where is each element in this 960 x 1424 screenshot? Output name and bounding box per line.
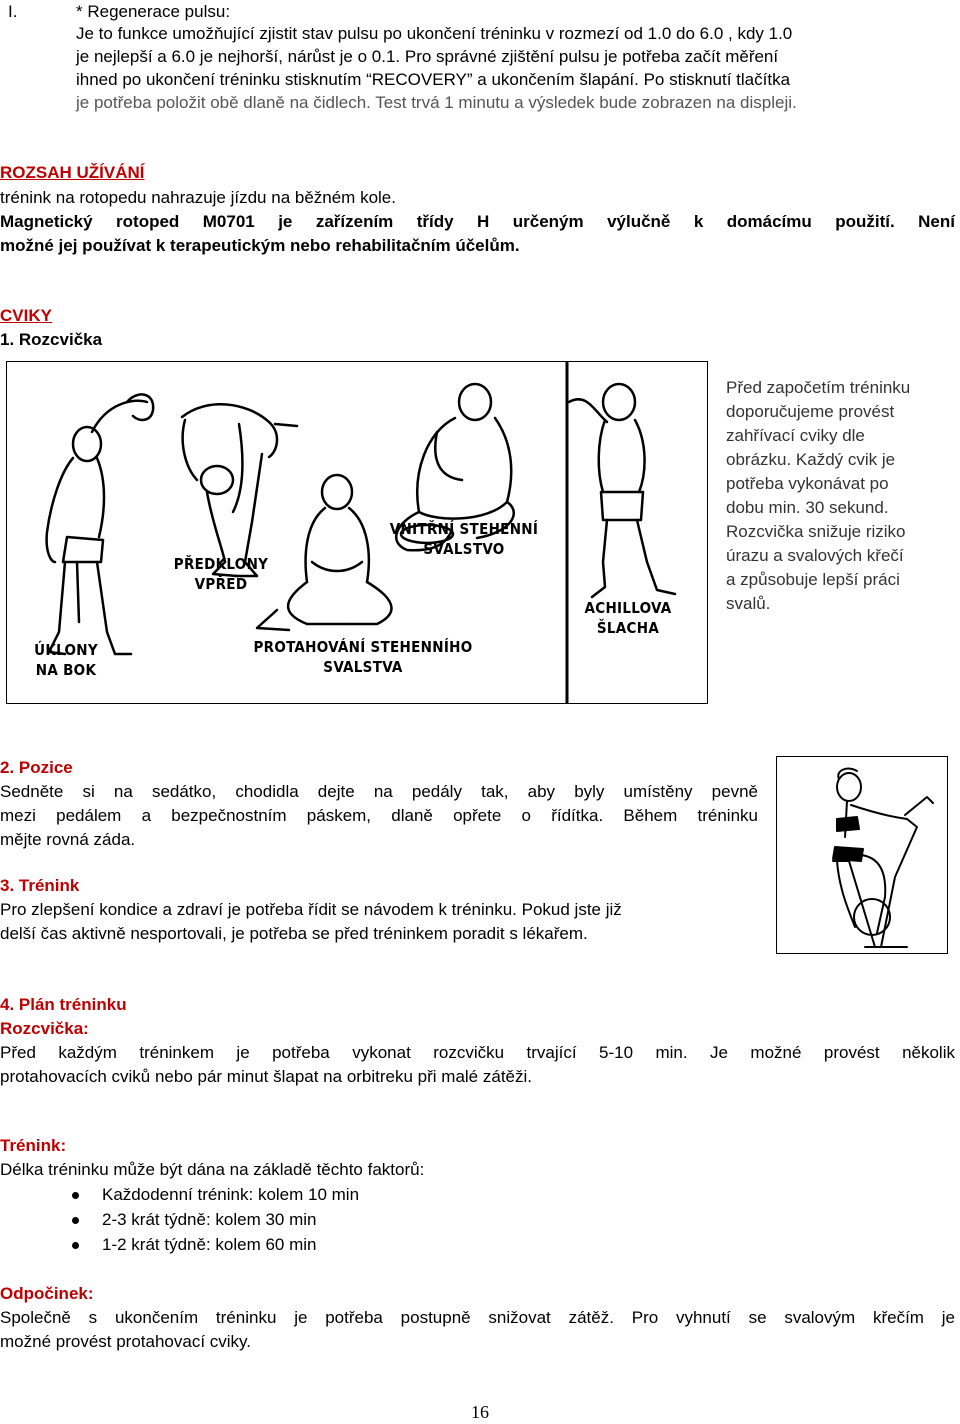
side-text-line: dobu min. 30 sekund.: [726, 498, 889, 517]
forward-bend-figure: [182, 404, 297, 576]
position-title: 2. Pozice: [0, 758, 73, 777]
exercises-heading: CVIKY: [0, 306, 52, 325]
plan-rest-label: Odpočinek:: [0, 1284, 94, 1303]
section-numeral: I.: [8, 2, 18, 21]
side-text-line: svalů.: [726, 594, 771, 613]
caption-line: VPŘED: [194, 575, 248, 593]
bullet-icon: [72, 1192, 79, 1199]
plan-rest-line: možné provést protahovací cviky.: [0, 1332, 252, 1351]
warmup-side-text: [726, 376, 958, 616]
caption-line: ŠLACHA: [596, 619, 660, 637]
bike-rider-drawing: [777, 757, 947, 953]
position-text-line: mějte rovná záda.: [0, 830, 136, 849]
position-text-line: mezi pedálem a bezpečnostním páskem, dlaně opřete o řídítka. Během tréninku: [0, 806, 758, 825]
plan-warmup-line: protahovacích cviků nebo pár minut šlapat na orbitreku při malé zátěži.: [0, 1067, 532, 1086]
list-item-text: Každodenní trénink: kolem 10 min: [102, 1185, 360, 1204]
caption-line: NA BOK: [35, 661, 97, 679]
caption-line: ÚKLONY: [34, 641, 98, 659]
training-text-line: Pro zlepšení kondice a zdraví je potřeba řídit se návodem k tréninku. Pokud jste již: [0, 900, 622, 919]
usage-heading: ROZSAH UŽÍVÁNÍ: [0, 163, 145, 182]
plan-warmup-line: Před každým tréninkem je potřeba vykonat rozcvičku trvající 5-10 min. Je možné provést několik: [0, 1043, 955, 1062]
side-text-line: zahřívací cviky dle: [726, 426, 865, 445]
plan-warmup-label: Rozcvička:: [0, 1019, 89, 1038]
training-text-line: delší čas aktivně nesportovali, je potřeba se před tréninkem poradit s lékařem.: [0, 924, 588, 943]
side-text-line: Rozcvička snižuje riziko: [726, 522, 906, 541]
side-text-line: úrazu a svalových křečí: [726, 546, 904, 565]
side-text-line: doporučujeme provést: [726, 402, 895, 421]
bullet-icon: [72, 1217, 79, 1224]
caption-forward-bends: [161, 554, 281, 594]
usage-warning-line: Magnetický rotoped M0701 je zařízením třídy H určeným výlučně k domácímu použití. Není: [0, 212, 955, 231]
section-text-line: ihned po ukončení tréninku stisknutím “RECOVERY” a ukončením šlapání. Po stisknutí tlačítka: [76, 70, 791, 89]
section-text-line: je nejlepší a 6.0 je nejhorší, nárůst je o 0.1. Pro správné zjištění pulsu je potřeba začít měření: [76, 47, 779, 66]
bike-position-illustration: [776, 756, 948, 954]
list-item: [72, 1233, 572, 1258]
list-item: [72, 1183, 572, 1208]
caption-inner-thigh: [379, 519, 549, 559]
section-text-line: je potřeba položit obě dlaně na čidlech. Test trvá 1 minutu a výsledek bude zobrazen na displeji.: [76, 93, 797, 112]
warmup-illustration: [6, 361, 911, 704]
caption-line: VNITŘNÍ STEHENNÍ: [389, 520, 539, 538]
side-bend-figure: [47, 394, 154, 654]
list-item-text: 2-3 krát týdně: kolem 30 min: [102, 1210, 317, 1229]
usage-warning-line: možné jej používat k terapeutickým nebo rehabilitačním účelům.: [0, 236, 520, 255]
plan-training-intro: Délka tréninku může být dána na základě těchto faktorů:: [0, 1160, 425, 1179]
achilles-figure: [567, 362, 675, 703]
warmup-title: 1. Rozcvička: [0, 330, 103, 349]
plan-title: 4. Plán tréninku: [0, 995, 127, 1014]
side-text-line: a způsobuje lepší práci: [726, 570, 900, 589]
side-text-line: obrázku. Každý cvik je: [726, 450, 896, 469]
caption-line: PŘEDKLONY: [173, 555, 269, 573]
seated-stretch-figure: [257, 475, 391, 630]
list-item-text: 1-2 krát týdně: kolem 60 min: [102, 1235, 317, 1254]
page-number: 16: [471, 1402, 489, 1422]
caption-line: ACHILLOVA: [584, 599, 672, 617]
caption-line: PROTAHOVÁNÍ STEHENNÍHO: [253, 638, 473, 656]
caption-achilles: [573, 598, 683, 638]
training-duration-list: [72, 1183, 572, 1258]
caption-side-bends: [21, 640, 111, 680]
list-item: [72, 1208, 572, 1233]
side-text-line: potřeba vykonávat po: [726, 474, 889, 493]
caption-thigh-stretch: [243, 637, 483, 677]
usage-text: trénink na rotopedu nahrazuje jízdu na běžném kole.: [0, 188, 396, 207]
caption-line: SVALSTVO: [423, 540, 505, 558]
plan-rest-line: Společně s ukončením tréninku je potřeba postupně snižovat zátěž. Pro vyhnutí se svalovým křečím je: [0, 1308, 955, 1327]
plan-training-label: Trénink:: [0, 1136, 67, 1155]
bullet-icon: [72, 1242, 79, 1249]
section-title: * Regenerace pulsu:: [76, 2, 231, 21]
caption-line: SVALSTVA: [323, 658, 403, 676]
section-text-line: Je to funkce umožňující zjistit stav pulsu po ukončení tréninku v rozmezí od 1.0 do 6.0 , kdy 1.0: [76, 24, 793, 43]
training-title: 3. Trénink: [0, 876, 80, 895]
side-text-line: Před započetím tréninku: [726, 378, 911, 397]
position-text-line: Sedněte si na sedátko, chodidla dejte na pedály tak, aby byly umístěny pevně: [0, 782, 758, 801]
